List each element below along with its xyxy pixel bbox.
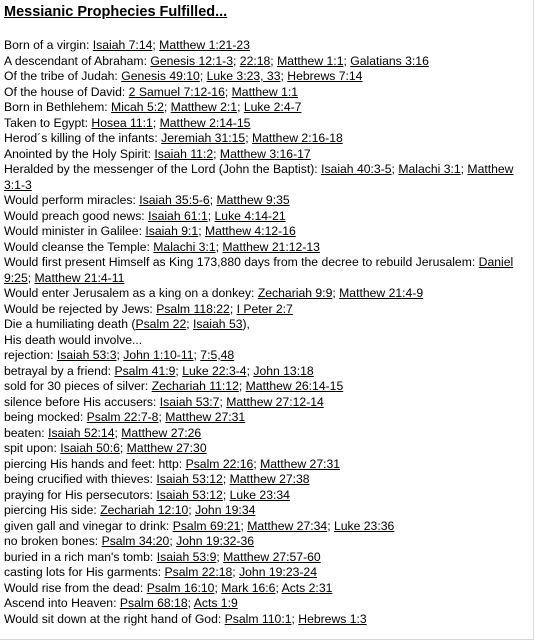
scripture-reference-link[interactable]: Psalm 22:16 [185, 456, 254, 471]
line-text: spit upon: [4, 441, 61, 455]
line-text: ; [246, 363, 254, 378]
line-text: ; [207, 208, 215, 223]
prophecy-line [4, 348, 529, 364]
scripture-reference-link[interactable]: Psalm 16:10 [146, 580, 215, 595]
scripture-reference-link[interactable]: Matthew 2:1 [170, 100, 238, 114]
line-text: ; [186, 317, 194, 331]
scripture-reference-link[interactable]: Luke 22:3-4 [182, 363, 247, 378]
line-text: ; [224, 84, 232, 99]
line-text: ; [209, 193, 217, 207]
line-text: casting lots for His garments: [4, 565, 165, 579]
line-text: Would sit down at the right hand of God: [4, 611, 225, 626]
scripture-reference-link[interactable]: Isaiah 11:2 [154, 146, 214, 161]
line-text: Would be rejected by Jews: [4, 301, 157, 316]
line-text: Of the tribe of Judah: [4, 69, 122, 83]
line-text: ), [242, 317, 250, 331]
scripture-reference-link[interactable]: Matthew 27:57-60 [223, 549, 321, 564]
line-text: ; [158, 410, 166, 424]
scripture-reference-link[interactable]: John 1:10-11 [123, 348, 194, 362]
prophecy-line [4, 534, 529, 550]
scripture-reference-link[interactable]: John 19:32-36 [176, 534, 255, 548]
prophecy-line [4, 54, 529, 70]
prophecy-line [4, 441, 529, 457]
scripture-reference-link[interactable]: Isaiah 53:12 [156, 472, 223, 486]
scripture-reference-link[interactable]: Isaiah 53:9 [156, 549, 217, 564]
line-text: ; [152, 115, 160, 130]
scripture-reference-link[interactable]: Psalm 22:7-8 [86, 410, 159, 424]
line-text: ; [213, 146, 220, 161]
line-text: ; [233, 53, 240, 68]
scripture-reference-link[interactable]: Matthew 21:4-9 [339, 286, 424, 300]
scripture-reference-link[interactable]: Matthew 27:31 [260, 456, 341, 471]
prophecy-line [4, 410, 529, 426]
prophecy-line [4, 147, 529, 163]
line-text: ; [270, 53, 278, 68]
line-text: Anointed by the Holy Spirit: [4, 146, 155, 161]
line-text: A descendant of Abraham: [4, 53, 151, 68]
scripture-reference-link[interactable]: Matthew 4:12-16 [204, 224, 296, 238]
scripture-reference-link[interactable]: I Peter 2:7 [236, 301, 293, 316]
line-text: His death would involve... [4, 332, 143, 347]
prophecy-line [4, 596, 529, 612]
scripture-reference-link[interactable]: Mark 16:6 [221, 580, 276, 595]
scripture-reference-link[interactable]: Jeremiah 31:15 [161, 131, 246, 145]
line-text: ; [169, 534, 177, 548]
prophecy-line [4, 612, 529, 628]
scripture-reference-link[interactable]: 7:5,48 [200, 348, 235, 362]
line-text: ; [114, 425, 122, 440]
scripture-reference-link[interactable]: Acts 2:31 [281, 580, 333, 595]
prophecy-line [4, 193, 529, 209]
scripture-reference-link[interactable]: Luke 2:4-7 [243, 100, 302, 114]
line-text: ; [175, 363, 183, 378]
scripture-reference-link[interactable]: Micah 5:2 [111, 100, 164, 114]
scripture-reference-link[interactable]: John 19:23-24 [239, 565, 317, 579]
line-text: ; [199, 69, 207, 83]
line-text: ; [222, 487, 230, 502]
scripture-reference-link[interactable]: Matthew 27:30 [126, 441, 207, 455]
line-text: ; [238, 379, 246, 393]
scripture-reference-link[interactable]: Psalm 118:22 [156, 301, 230, 316]
line-text: Would perform miracles: [4, 193, 140, 207]
scripture-reference-link[interactable]: Luke 23:34 [229, 487, 290, 502]
scripture-reference-link[interactable]: Luke 23:36 [333, 518, 395, 533]
scripture-reference-link[interactable]: Zechariah 11:12 [151, 379, 239, 393]
scripture-reference-link[interactable]: Matthew 21:12-13 [222, 239, 320, 254]
prophecy-line [4, 519, 529, 535]
line-text: ; [163, 100, 171, 114]
prophecy-line [4, 333, 529, 349]
scripture-reference-link[interactable]: Galatians 3:16 [350, 53, 429, 68]
prophecy-line [4, 395, 529, 411]
line-text: buried in a rich man's tomb: [4, 549, 157, 564]
line-text: Would rise from the dead: [4, 580, 147, 595]
line-text: being crucified with thieves: [4, 472, 157, 486]
scripture-reference-link[interactable]: John 13:18 [253, 363, 314, 378]
scripture-reference-link[interactable]: Matthew 27:38 [229, 472, 310, 486]
line-text: ; [219, 394, 227, 409]
scripture-reference-link[interactable]: Isaiah 61:1 [148, 208, 208, 223]
prophecy-line [4, 286, 529, 302]
line-text: no broken bones: [4, 534, 102, 548]
line-text: rejection: [4, 348, 57, 362]
scripture-reference-link[interactable]: Isaiah 7:14 [92, 38, 153, 52]
line-text: ; [116, 348, 124, 362]
line-text: Would cleanse the Temple: [4, 239, 154, 254]
line-text: ; [291, 611, 299, 626]
scripture-reference-link[interactable]: Zechariah 12:10 [100, 503, 189, 517]
line-text: ; [240, 518, 248, 533]
prophecy-line [4, 457, 529, 473]
scripture-reference-link[interactable]: Isaiah 9:1 [145, 224, 199, 238]
line-text: Die a humiliating death ( [4, 317, 136, 331]
scripture-reference-link[interactable]: Matthew 1:1 [277, 53, 344, 68]
line-text: ; [229, 301, 237, 316]
line-text: ; [391, 162, 399, 176]
scripture-reference-link[interactable]: Matthew 1:1 [231, 84, 299, 99]
line-text: ; [187, 596, 194, 610]
scripture-reference-link[interactable]: Matthew 27:12-14 [226, 394, 324, 409]
line-text: ; [152, 38, 160, 52]
line-text: silence before His accusers: [4, 394, 160, 409]
prophecy-line [4, 131, 529, 147]
prophecy-line [4, 302, 529, 318]
scripture-reference-link[interactable]: Psalm 69:21 [172, 518, 241, 533]
prophecy-line [4, 116, 529, 132]
line-text: Born in Bethlehem: [4, 100, 112, 114]
line-text: ; [188, 503, 196, 517]
scripture-reference-link[interactable]: Psalm 34:20 [101, 534, 170, 548]
line-text: ; [245, 131, 252, 145]
line-text: given gall and vinegar to drink: [4, 518, 173, 533]
scripture-reference-link[interactable]: Matthew 1:21-23 [159, 38, 250, 52]
line-text: ; [343, 53, 351, 68]
scripture-reference-link[interactable]: Hebrews 7:14 [287, 69, 363, 83]
line-text: being mocked: [4, 410, 87, 424]
prophecy-list [4, 38, 529, 627]
line-text: Herod´s killing of the infants: [4, 131, 162, 145]
scripture-reference-link[interactable]: Psalm 41:9 [114, 363, 176, 378]
line-text: ; [222, 472, 230, 486]
prophecy-line [4, 503, 529, 519]
line-text: ; [119, 441, 127, 455]
prophecy-line [4, 379, 529, 395]
line-text: Would enter Jerusalem as a king on a donkey: [4, 286, 258, 300]
line-text: Ascend into Heaven: [4, 596, 120, 610]
line-text: ; [232, 565, 240, 579]
scripture-reference-link[interactable]: Genesis 12:1-3 [150, 53, 234, 68]
scripture-reference-link[interactable]: Matthew 21:4-11 [34, 270, 125, 285]
scripture-reference-link[interactable]: Malachi 3:1 [153, 239, 216, 254]
prophecy-line [4, 209, 529, 225]
scripture-reference-link[interactable]: 22:18 [239, 53, 271, 68]
line-text: ; [253, 456, 261, 471]
scripture-reference-link[interactable]: Hosea 11:1 [91, 115, 153, 130]
scripture-reference-link[interactable]: Matthew 27:34 [247, 518, 328, 533]
prophecy-line [4, 85, 529, 101]
line-text: Taken to Egypt: [4, 115, 92, 130]
scripture-reference-link[interactable]: Isaiah 53 [193, 317, 243, 331]
line-text: Of the house of David: [4, 84, 129, 99]
line-text: ; [327, 518, 334, 533]
scripture-reference-link[interactable]: Matthew 26:14-15 [245, 379, 344, 393]
scripture-reference-link[interactable]: Psalm 22:18 [164, 565, 233, 579]
scripture-reference-link[interactable]: Luke 4:14-21 [214, 208, 286, 223]
prophecy-line [4, 38, 529, 54]
prophecy-line [4, 426, 529, 442]
line-text: ; [216, 549, 224, 564]
line-text: Would preach good news: [4, 208, 149, 223]
scripture-reference-link[interactable]: Isaiah 53:7 [159, 394, 220, 409]
prophecy-line [4, 488, 529, 504]
prophecy-line [4, 224, 529, 240]
prophecy-line [4, 550, 529, 566]
line-text: Heralded by the messenger of the Lord (John the Baptist): [4, 162, 322, 176]
prophecy-line [4, 255, 529, 286]
scripture-reference-link[interactable]: Matthew 2:14-15 [159, 115, 251, 130]
scripture-reference-link[interactable]: Hebrews 1:3 [298, 611, 367, 626]
scripture-reference-link[interactable]: Psalm 22 [135, 317, 187, 331]
line-text: Would minister in Galilee: [4, 224, 146, 238]
scripture-reference-link[interactable]: 2 Samuel 7:12-16 [128, 84, 225, 99]
scripture-reference-link[interactable]: Zechariah 9:9 [257, 286, 333, 300]
line-text: ; [275, 580, 282, 595]
line-text: betrayal by a friend: [4, 363, 115, 378]
prophecy-line [4, 69, 529, 85]
scripture-reference-link[interactable]: Isaiah 35:5-6 [139, 193, 210, 207]
line-text: Born of a virgin: [4, 38, 93, 52]
scripture-reference-link[interactable]: Isaiah 50:6 [60, 441, 120, 455]
line-text: sold for 30 pieces of silver: [4, 379, 152, 393]
prophecy-line [4, 100, 529, 116]
page-title: Messianic Prophecies Fulfilled... [4, 4, 228, 20]
line-text: ; [237, 100, 244, 114]
prophecy-line [4, 472, 529, 488]
line-text: ; [193, 348, 201, 362]
scripture-reference-link[interactable]: Matthew 3:16-17 [219, 146, 311, 161]
scripture-reference-link[interactable]: Matthew 27:26 [121, 425, 202, 440]
prophecy-line [4, 162, 529, 193]
scripture-reference-link[interactable]: Isaiah 53:3 [56, 348, 117, 362]
prophecy-line [4, 240, 529, 256]
line-text: ; [332, 286, 340, 300]
prophecy-line [4, 364, 529, 380]
line-text: piercing His hands and feet: http: [4, 456, 186, 471]
scripture-reference-link[interactable]: Matthew 3:1-3 [4, 162, 514, 192]
line-text: ; [460, 162, 468, 176]
scripture-reference-link[interactable]: John 19:34 [195, 503, 256, 517]
scripture-reference-link[interactable]: Daniel 9:25 [4, 255, 514, 285]
scripture-reference-link[interactable]: Isaiah 52:14 [48, 425, 115, 440]
scripture-reference-link[interactable]: Matthew 27:31 [165, 410, 246, 424]
scripture-reference-link[interactable]: Luke 3:23, 33 [206, 69, 281, 83]
prophecy-line [4, 581, 529, 597]
line-text: ; [214, 580, 222, 595]
scripture-reference-link[interactable]: Isaiah 40:3-5 [321, 162, 392, 176]
prophecy-line [4, 565, 529, 581]
scripture-reference-link[interactable]: Matthew 2:16-18 [251, 131, 343, 145]
scripture-reference-link[interactable]: Matthew 9:35 [216, 193, 290, 207]
scripture-reference-link[interactable]: Genesis 49:10 [121, 69, 200, 83]
line-text: piercing His side: [4, 503, 101, 517]
prophecy-line [4, 317, 529, 333]
scripture-reference-link[interactable]: Malachi 3:1 [398, 162, 461, 176]
line-text: ; [27, 270, 35, 285]
line-text: ; [280, 69, 288, 83]
line-text: beaten: [4, 425, 49, 440]
scripture-reference-link[interactable]: Psalm 68:18 [119, 596, 188, 610]
line-text: ; [215, 239, 223, 254]
line-text: ; [198, 224, 205, 238]
scripture-reference-link[interactable]: Acts 1:9 [193, 596, 238, 610]
scripture-reference-link[interactable]: Psalm 110:1 [224, 611, 292, 626]
scripture-reference-link[interactable]: Isaiah 53:12 [156, 487, 223, 502]
line-text: Would first present Himself as King 173,880 days from the decree to rebuild Jerusalem: [4, 255, 479, 269]
line-text: praying for His persecutors: [4, 487, 157, 502]
